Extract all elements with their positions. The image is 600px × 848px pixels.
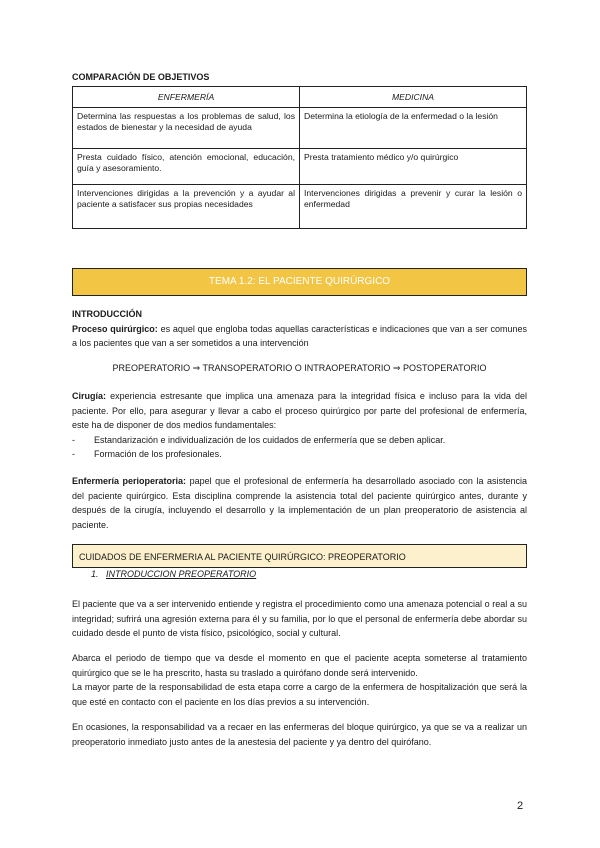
subsection-number: 1.	[91, 569, 99, 579]
care-paragraph-3: La mayor parte de la responsabilidad de esta etapa corre a cargo de la enfermera de hospitalización que será la que esté en contacto con el paciente en los días previos a su intervención.	[72, 682, 527, 707]
topic-banner: TEMA 1.2: EL PACIENTE QUIRÚRGICO	[72, 268, 527, 296]
care-paragraph-2-3	[72, 651, 527, 709]
proceso-term: Proceso quirúrgico:	[72, 323, 158, 334]
table-cell: Intervenciones dirigidas a prevenir y curar la lesión o enfermedad	[300, 185, 527, 229]
page-number: 2	[517, 800, 524, 812]
table-cell: Determina la etiología de la enfermedad o la lesión	[300, 108, 527, 149]
periop-text: papel que el profesional de enfermería ha desarrollado asociado con la asistencia del paciente quirúrgico. Esta disciplina comprende la asistencia total del paciente quirúrgico antes, durante y después de la cirugía, incluyendo el desarrollo y la implementación de un plan preoperatorio de asistencia al paciente.	[72, 476, 527, 530]
table-cell: Presta cuidado físico, atención emocional, educación, guía y asesoramiento.	[73, 149, 300, 185]
list-item: - Estandarización e individualización de los cuidados de enfermería que se deben aplicar.	[72, 433, 527, 448]
table-header-row	[73, 87, 527, 108]
cirugia-block	[72, 389, 527, 462]
proceso-text: es aquel que engloba todas aquellas características e indicaciones que van a ser comunes a los pacientes que van a ser sometidos a una intervención	[72, 323, 527, 348]
care-paragraph-1: El paciente que va a ser intervenido entiende y registra el procedimiento como una amenaza potencial o real a su integridad; sufrirá una agresión externa para él y su familia, por lo que el personal de enfermería debe abordar su cuidado desde el punto de vista físico, psicológico, social y cultural.	[72, 599, 527, 638]
care-paragraph-4: En ocasiones, la responsabilidad va a recaer en las enfermeras del bloque quirúrgico, ya que se va a realizar un preoperatorio inmediato justo antes de la anestesia del paciente y ya dentro del quirófano.	[72, 722, 527, 747]
periop-paragraph	[72, 474, 527, 532]
list-item: - Formación de los profesionales.	[72, 447, 527, 462]
cirugia-text: experiencia estresante que implica una amenaza para la integridad física e incluso para la vida del paciente. Por ello, para asegurar y llevar a cabo el proceso quirúrgico por parte del profesional de enfermería, este ha de disponer de dos medios fundamentales:	[72, 391, 527, 430]
cirugia-paragraph	[72, 389, 527, 433]
medios-list	[72, 433, 527, 462]
table-row	[73, 108, 527, 149]
surgical-phases-flow: PREOPERATORIO ⇒ TRANSOPERATORIO O INTRAOPERATORIO ⇒ POSTOPERATORIO	[112, 363, 487, 373]
table-cell: Intervenciones dirigidas a la prevención y a ayudar al paciente a satisfacer sus propias necesidades	[73, 185, 300, 229]
header-enfermeria: ENFERMERÍA	[73, 87, 300, 108]
cirugia-term: Cirugía:	[72, 391, 107, 401]
table-row	[73, 149, 527, 185]
proceso-paragraph	[72, 322, 527, 351]
care-section-title: CUIDADOS DE ENFERMERIA AL PACIENTE QUIRÚRGICO: PREOPERATORIO	[72, 544, 527, 568]
care-paragraph-2: Abarca el periodo de tiempo que va desde el momento en que el paciente acepta someterse al tratamiento quirúrgico que se le ha prescrito, hasta su traslado a quirófano donde será intervenido.	[72, 653, 527, 678]
header-medicina: MEDICINA	[300, 87, 527, 108]
subsection-heading	[91, 569, 256, 579]
comparison-title: COMPARACIÓN DE OBJETIVOS	[72, 72, 210, 82]
intro-heading: INTRODUCCIÓN	[72, 309, 142, 319]
intro-block	[72, 307, 527, 351]
table-cell: Presta tratamiento médico y/o quirúrgico	[300, 149, 527, 185]
subsection-title: INTRODUCCION PREOPERATORIO	[106, 569, 257, 579]
table-cell: Determina las respuestas a los problemas de salud, los estados de bienestar y la necesidad de ayuda	[73, 108, 300, 149]
comparison-table	[72, 86, 527, 229]
table-row	[73, 185, 527, 229]
periop-term: Enfermería perioperatoria:	[72, 476, 187, 486]
